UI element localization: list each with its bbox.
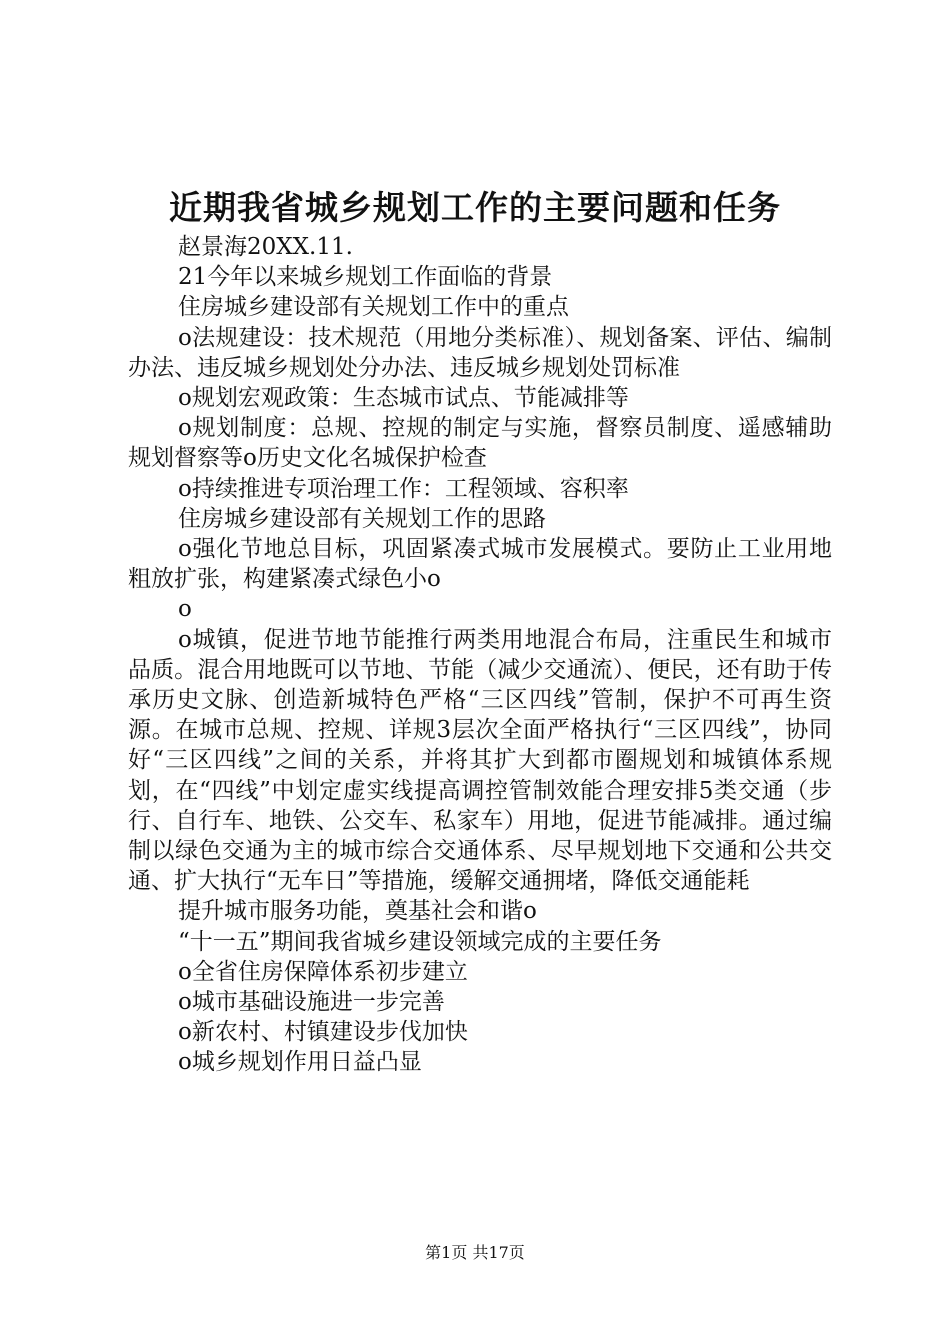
paragraph: 住房城乡建设部有关规划工作的思路	[178, 505, 546, 532]
paragraph: 21今年以来城乡规划工作面临的背景	[178, 264, 553, 291]
paragraph: o全省住房保障体系初步建立	[178, 958, 468, 985]
paragraph: 提升城市服务功能，奠基社会和谐o	[178, 898, 537, 925]
paragraph: 赵景海20XX.11.	[178, 234, 353, 260]
document-body	[128, 232, 832, 1078]
paragraph: o法规建设：技术规范（用地分类标准）、规划备案、评估、编制办法、违反城乡规划处分办法、违反城乡规划处罚标准	[128, 324, 832, 381]
paragraph: o新农村、村镇建设步伐加快	[178, 1019, 468, 1046]
paragraph: o规划宏观政策：生态城市试点、节能减排等	[178, 385, 629, 412]
paragraph: o城镇，促进节地节能推行两类用地混合布局，注重民生和城市品质。混合用地既可以节地、节能（减少交通流）、便民，还有助于传承历史文脉、创造新城特色严格“三区四线”管制，保护不可再生资源。在城市总规、控规、详规3层次全面严格执行“三区四线”，协同好“三区四线”之间的关系，并将其扩大到都市圈规划和城镇体系规划，在“四线”中划定虚实线提高调控管制效能合理安排5类交通（步行、自行车、地铁、公交车、私家车）用地，促进节能减排。通过编制以绿色交通为主的城市综合交通体系、尽早规划地下交通和公共交通、扩大执行“无车日”等措施，缓解交通拥堵，降低交通能耗	[128, 626, 832, 895]
paragraph: o持续推进专项治理工作：工程领域、容积率	[178, 475, 629, 502]
paragraph: o	[178, 596, 192, 623]
paragraph: o城乡规划作用日益凸显	[178, 1049, 422, 1076]
paragraph: o规划制度：总规、控规的制定与实施，督察员制度、遥感辅助规划督察等o历史文化名城保护检查	[128, 415, 832, 472]
paragraph: o城市基础设施进一步完善	[178, 989, 445, 1016]
paragraph: o强化节地总目标，巩固紧凑式城市发展模式。要防止工业用地粗放扩张，构建紧凑式绿色小o	[128, 536, 832, 593]
page-footer: 第1页 共17页	[425, 1243, 525, 1262]
document-title: 近期我省城乡规划工作的主要问题和任务	[169, 188, 781, 227]
paragraph: 住房城乡建设部有关规划工作中的重点	[178, 294, 569, 321]
paragraph: “十一五”期间我省城乡建设领域完成的主要任务	[178, 928, 662, 955]
